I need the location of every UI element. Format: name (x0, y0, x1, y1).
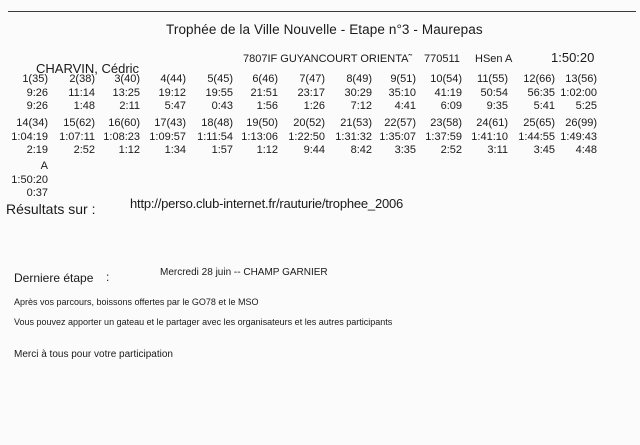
split-cumulative: 1:35:07 (379, 130, 416, 143)
split-leg: 1:26 (303, 100, 325, 112)
split-cumulative: 35:10 (388, 86, 416, 99)
split-control: 25(65) (523, 117, 555, 129)
split-control: 14(34) (16, 117, 48, 129)
split-control: A (40, 160, 48, 172)
split-leg: 1:57 (211, 144, 233, 156)
top-rule (8, 11, 636, 12)
split-leg: 5:47 (164, 100, 186, 112)
split-control: 3(40) (114, 73, 140, 85)
results-label: Résultats sur : (6, 201, 96, 217)
split-cumulative: 1:08:23 (103, 130, 140, 143)
split-leg: 0:43 (211, 100, 233, 112)
split-control: 9(51) (390, 73, 416, 85)
split-leg: 5:25 (575, 100, 597, 112)
split-control: 7(47) (299, 73, 325, 85)
split-cumulative: 41:19 (434, 86, 462, 99)
runner-total-time: 1:50:20 (551, 50, 595, 65)
split-control: 2(38) (69, 73, 95, 85)
split-leg: 2:52 (73, 144, 95, 156)
split-cell (0, 160, 48, 201)
split-cumulative: 50:54 (480, 86, 508, 99)
split-leg: 0:37 (26, 187, 48, 199)
split-leg: 3:45 (533, 144, 555, 156)
split-control: 21(53) (340, 117, 372, 129)
split-leg: 6:09 (440, 100, 462, 112)
split-leg: 3:11 (487, 144, 508, 156)
split-leg: 4:41 (394, 100, 416, 112)
split-leg: 2:19 (26, 144, 48, 156)
split-control: 15(62) (63, 117, 95, 129)
split-leg: 1:12 (118, 144, 140, 156)
split-cumulative: 21:51 (250, 86, 278, 99)
split-cumulative: 1:09:57 (149, 130, 186, 143)
split-control: 26(99) (565, 117, 597, 129)
split-cumulative: 1:49:43 (560, 130, 597, 143)
split-leg: 3:35 (394, 144, 416, 156)
note-thanks: Merci à tous pour votre participation (14, 349, 173, 360)
split-control: 10(54) (430, 73, 462, 85)
last-stage-colon: : (106, 270, 110, 284)
split-leg: 5:41 (533, 100, 555, 112)
split-control: 24(61) (476, 117, 508, 129)
split-leg: 4:48 (575, 144, 597, 156)
split-cumulative: 1:44:55 (518, 130, 555, 143)
split-control: 13(56) (565, 73, 597, 85)
split-leg: 7:12 (350, 100, 372, 112)
split-leg: 2:52 (440, 144, 462, 156)
split-control: 20(52) (293, 117, 325, 129)
runner-licence: 770511 (424, 53, 460, 65)
split-cumulative: 13:25 (112, 86, 140, 99)
split-cell (539, 73, 597, 114)
runner-category: HSen A (475, 53, 513, 65)
split-cumulative: 1:13:06 (241, 130, 278, 143)
split-cumulative: 19:55 (205, 86, 233, 99)
note-cake: Vous pouvez apporter un gateau et le partager avec les organisateurs et les autres participants (14, 317, 393, 327)
split-cumulative: 1:02:00 (560, 86, 597, 99)
split-control: 5(45) (207, 73, 233, 85)
split-cell (539, 117, 597, 158)
split-control: 11(55) (477, 73, 508, 85)
split-cumulative: 1:41:10 (471, 130, 508, 143)
split-cumulative: 30:29 (344, 86, 372, 99)
split-cumulative: 1:50:20 (11, 173, 48, 186)
split-control: 6(46) (252, 73, 278, 85)
last-stage-label: Derniere étape (14, 271, 94, 285)
split-cumulative: 1:04:19 (11, 130, 48, 143)
split-cumulative: 1:11:54 (197, 130, 233, 143)
split-cumulative: 23:17 (297, 86, 325, 99)
split-leg: 1:12 (256, 144, 278, 156)
results-url: http://perso.club-internet.fr/rauturie/trophee_2006 (130, 196, 404, 211)
split-cumulative: 9:26 (26, 86, 48, 99)
split-leg: 1:56 (256, 100, 278, 112)
split-leg: 9:44 (303, 144, 325, 156)
runner-name: CHARVIN, Cédric (36, 61, 140, 76)
split-leg: 9:35 (486, 100, 508, 112)
split-cumulative: 1:07:11 (59, 130, 95, 143)
split-control: 17(43) (154, 117, 186, 129)
split-control: 1(35) (22, 73, 48, 85)
split-cumulative: 11:14 (68, 86, 95, 99)
split-control: 18(48) (201, 117, 233, 129)
split-control: 4(44) (160, 73, 186, 85)
split-control: 8(49) (346, 73, 372, 85)
split-cumulative: 1:37:59 (425, 130, 462, 143)
split-leg: 9:26 (26, 100, 48, 112)
split-leg: 8:42 (350, 144, 372, 156)
split-cumulative: 1:22:50 (288, 130, 325, 143)
split-control: 23(58) (430, 117, 462, 129)
page-title: Trophée de la Ville Nouvelle - Etape n°3 - Maurepas (166, 22, 483, 37)
split-control: 19(50) (246, 117, 278, 129)
split-cumulative: 56:35 (527, 86, 555, 99)
runner-club: 7807IF GUYANCOURT ORIENTA˜ (243, 53, 413, 65)
split-leg: 2:11 (119, 100, 140, 112)
split-control: 22(57) (384, 117, 416, 129)
split-control: 12(66) (523, 73, 555, 85)
split-cumulative: 19:12 (158, 86, 186, 99)
split-control: 16(60) (108, 117, 140, 129)
split-cumulative: 1:31:32 (335, 130, 372, 143)
split-leg: 1:48 (73, 100, 95, 112)
split-leg: 1:34 (164, 144, 186, 156)
last-stage-date-place: Mercredi 28 juin -- CHAMP GARNIER (160, 267, 328, 278)
note-drinks: Après vos parcours, boissons offertes par le GO78 et le MSO (14, 297, 259, 307)
